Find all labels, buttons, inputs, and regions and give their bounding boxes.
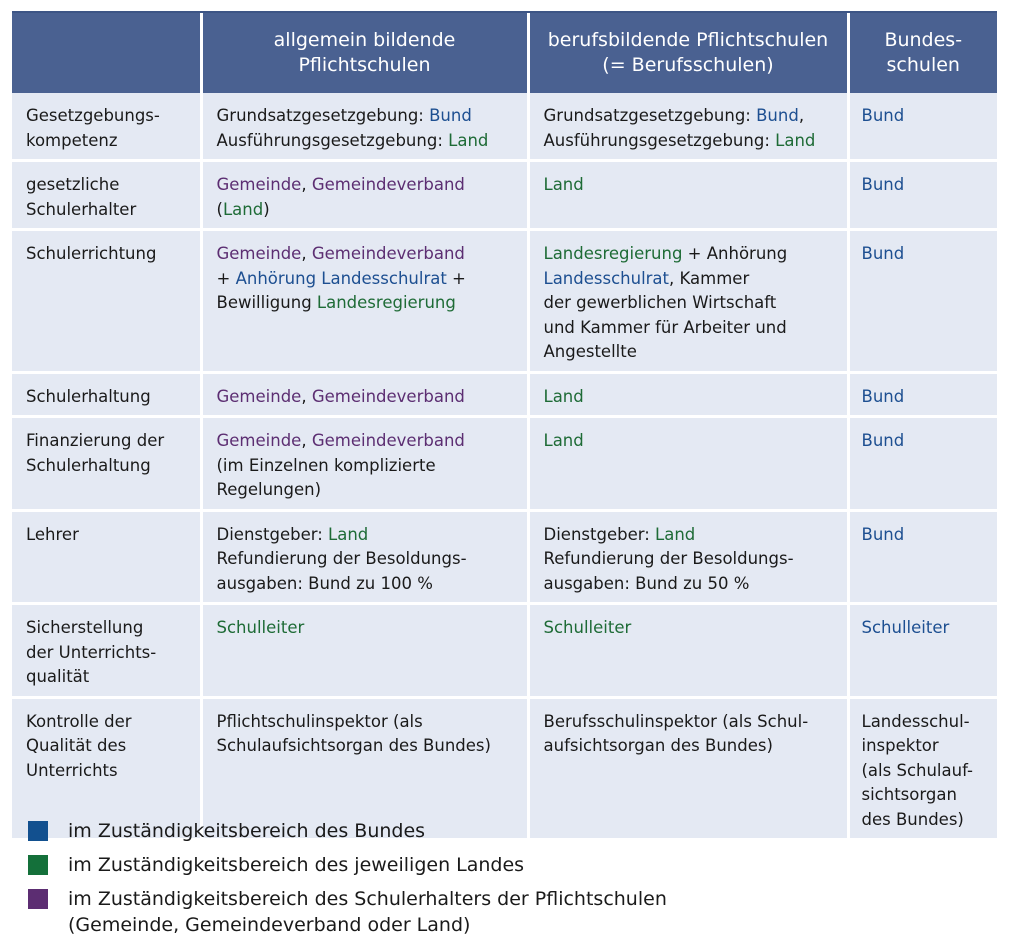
competence-table xyxy=(12,13,997,838)
cell-bundesschulen: Landesschul- inspektor (als Schulauf- sichtsorgan des Bundes) xyxy=(848,697,997,838)
cell-bundesschulen: Bund xyxy=(848,93,997,161)
cell-berufsbildend: Land xyxy=(528,417,848,511)
table-container xyxy=(12,11,997,838)
cell-allgemein: Gemeinde, Gemeindeverband xyxy=(201,372,528,417)
header-row xyxy=(12,13,997,93)
cell-allgemein: Grundsatzgesetzgebung: Bund Ausführungsgesetzgebung: Land xyxy=(201,93,528,161)
cell-berufsbildend: Grundsatzgesetzgebung: Bund, Ausführungsgesetzgebung: Land xyxy=(528,93,848,161)
cell-allgemein: Schulleiter xyxy=(201,604,528,698)
table-row-schulerrichtung xyxy=(12,230,997,373)
table-row-finanzierung xyxy=(12,417,997,511)
table-row-lehrer xyxy=(12,510,997,604)
cell-bundesschulen: Bund xyxy=(848,230,997,373)
header-berufsbildende: berufsbildende Pflichtschulen (= Berufsschulen) xyxy=(528,13,848,93)
row-label: Schulerrichtung xyxy=(12,230,201,373)
cell-bundesschulen: Schulleiter xyxy=(848,604,997,698)
table-row-kontrolle xyxy=(12,697,997,838)
cell-bundesschulen: Bund xyxy=(848,372,997,417)
row-label: Lehrer xyxy=(12,510,201,604)
legend xyxy=(28,818,988,946)
legend-item-bund: im Zuständigkeitsbereich des Bundes xyxy=(28,818,988,844)
cell-allgemein: Pflichtschulinspektor (als Schulaufsichtsorgan des Bundes) xyxy=(201,697,528,838)
cell-bundesschulen: Bund xyxy=(848,417,997,511)
cell-berufsbildend: Landesregierung + Anhörung Landesschulrat, Kammer der gewerblichen Wirtschaft und Kammer für Arbeiter und Angestellte xyxy=(528,230,848,373)
row-label: Gesetzgebungs- kompetenz xyxy=(12,93,201,161)
header-allgemein-bildende: allgemein bildende Pflichtschulen xyxy=(201,13,528,93)
row-label: Sicherstellung der Unterrichts- qualität xyxy=(12,604,201,698)
cell-berufsbildend: Land xyxy=(528,161,848,230)
table-row-unterrichtsqualitaet xyxy=(12,604,997,698)
cell-berufsbildend: Land xyxy=(528,372,848,417)
cell-allgemein: Dienstgeber: Land Refundierung der Besoldungs- ausgaben: Bund zu 100 % xyxy=(201,510,528,604)
cell-berufsbildend: Berufsschulinspektor (als Schul- aufsichtsorgan des Bundes) xyxy=(528,697,848,838)
legend-swatch-schulerhalter xyxy=(28,889,48,909)
legend-item-schulerhalter: im Zuständigkeitsbereich des Schulerhalters der Pflichtschulen (Gemeinde, Gemeindeverband oder Land) xyxy=(28,886,988,938)
cell-berufsbildend: Dienstgeber: Land Refundierung der Besoldungs- ausgaben: Bund zu 50 % xyxy=(528,510,848,604)
header-bundesschulen: Bundes- schulen xyxy=(848,13,997,93)
row-label: Schulerhaltung xyxy=(12,372,201,417)
table-row-gesetzgebungskompetenz xyxy=(12,93,997,161)
cell-allgemein: Gemeinde, Gemeindeverband + Anhörung Landesschulrat + Bewilligung Landesregierung xyxy=(201,230,528,373)
cell-allgemein: Gemeinde, Gemeindeverband (im Einzelnen komplizierte Regelungen) xyxy=(201,417,528,511)
cell-bundesschulen: Bund xyxy=(848,161,997,230)
row-label: gesetzliche Schulerhalter xyxy=(12,161,201,230)
header-empty xyxy=(12,13,201,93)
table-row-schulerhalter xyxy=(12,161,997,230)
row-label: Kontrolle der Qualität des Unterrichts xyxy=(12,697,201,838)
table-row-schulerhaltung xyxy=(12,372,997,417)
legend-swatch-land xyxy=(28,855,48,875)
cell-bundesschulen: Bund xyxy=(848,510,997,604)
cell-berufsbildend: Schulleiter xyxy=(528,604,848,698)
row-label: Finanzierung der Schulerhaltung xyxy=(12,417,201,511)
legend-item-land: im Zuständigkeitsbereich des jeweiligen Landes xyxy=(28,852,988,878)
cell-allgemein: Gemeinde, Gemeindeverband (Land) xyxy=(201,161,528,230)
legend-swatch-bund xyxy=(28,821,48,841)
